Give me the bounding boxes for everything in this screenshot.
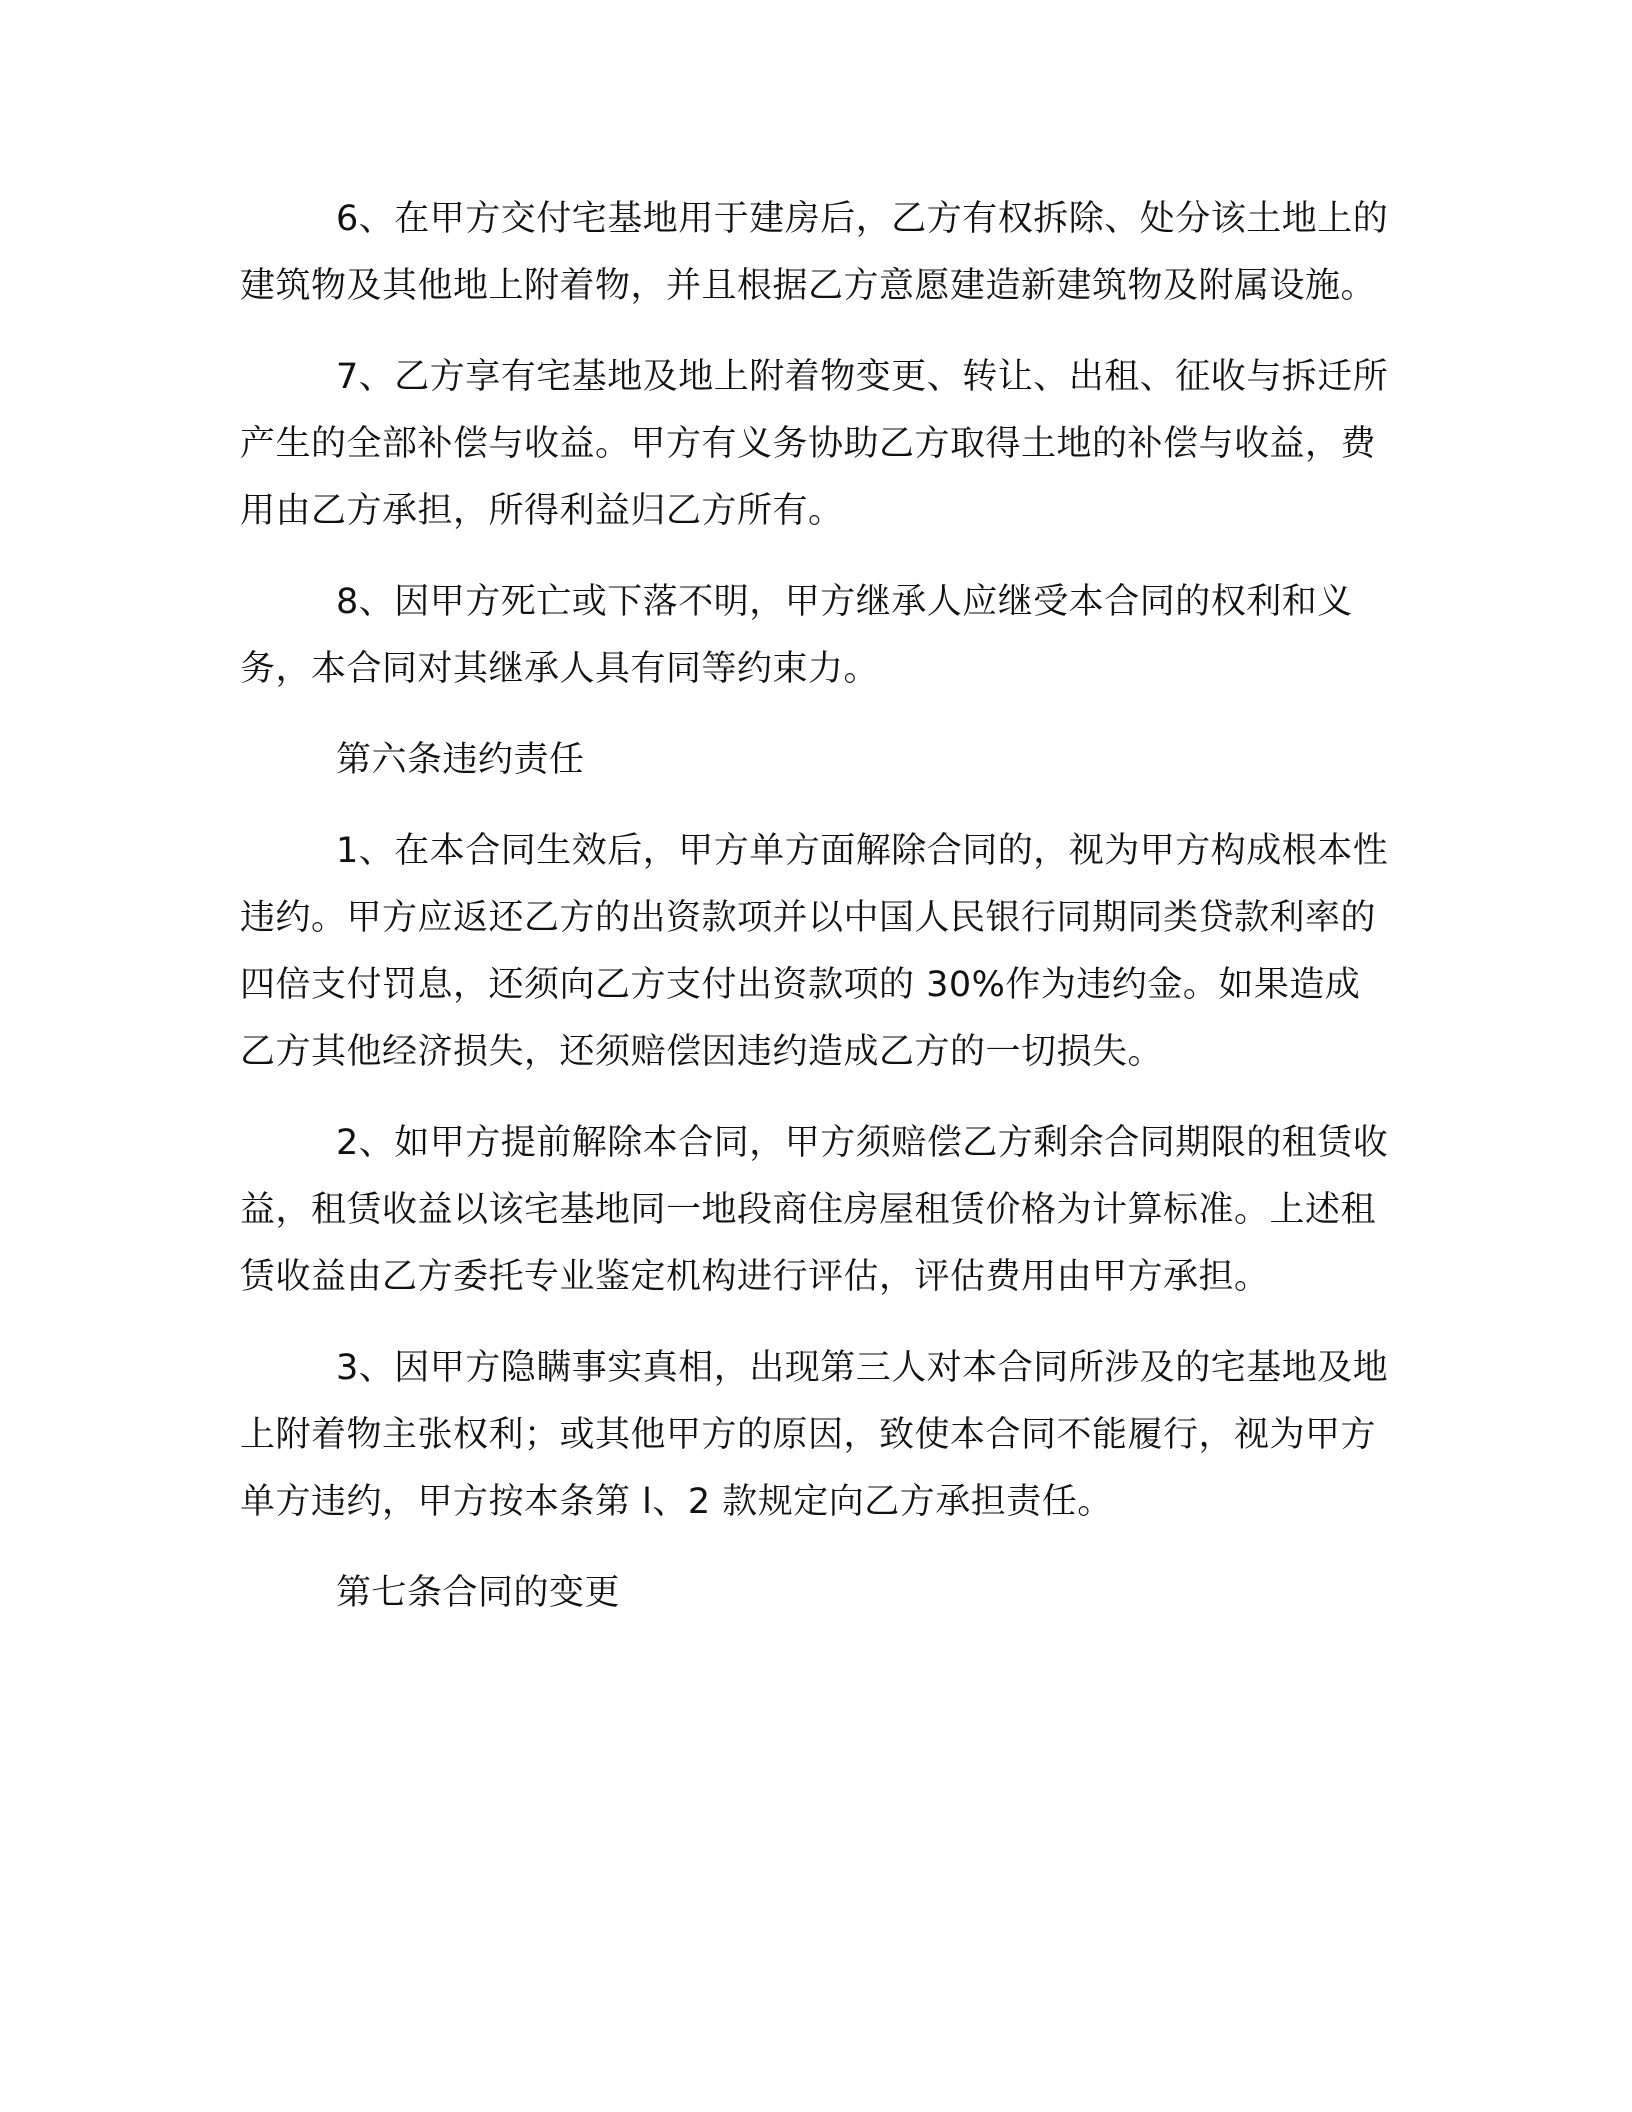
- clause-6-heading: 第六条违约责任: [336, 740, 585, 780]
- clause-5-item-8: 8、因甲方死亡或下落不明，甲方继承人应继受本合同的权利和义务，本合同对其继承人具有同等约束力。: [240, 582, 1353, 689]
- document-body: [240, 186, 1390, 1651]
- clause-6-item-2: 2、如甲方提前解除本合同，甲方须赔偿乙方剩余合同期限的租赁收益，租赁收益以该宅基地同一地段商住房屋租赁价格为计算标准。上述租赁收益由乙方委托专业鉴定机构进行评估，评估费用由甲方承担。: [240, 1123, 1389, 1297]
- clause-5-item-6: 6、在甲方交付宅基地用于建房后，乙方有权拆除、处分该土地上的建筑物及其他地上附着物，并且根据乙方意愿建造新建筑物及附属设施。: [240, 199, 1389, 306]
- clause-5-item-7: 7、乙方享有宅基地及地上附着物变更、转让、出租、征收与拆迁所产生的全部补偿与收益。甲方有义务协助乙方取得土地的补偿与收益，费用由乙方承担，所得利益归乙方所有。: [240, 357, 1389, 531]
- clause-6-item-1: 1、在本合同生效后，甲方单方面解除合同的，视为甲方构成根本性违约。甲方应返还乙方的出资款项并以中国人民银行同期同类贷款利率的四倍支付罚息，还须向乙方支付出资款项的 30%作为违约金。如果造成乙方其他经济损失，还须赔偿因违约造成乙方的一切损失。: [240, 831, 1389, 1072]
- clause-6-item-3: 3、因甲方隐瞒事实真相，出现第三人对本合同所涉及的宅基地及地上附着物主张权利；或其他甲方的原因，致使本合同不能履行，视为甲方单方违约，甲方按本条第 l、2 款规定向乙方承担责任。: [240, 1348, 1389, 1522]
- clause-7-heading: 第七条合同的变更: [336, 1573, 621, 1613]
